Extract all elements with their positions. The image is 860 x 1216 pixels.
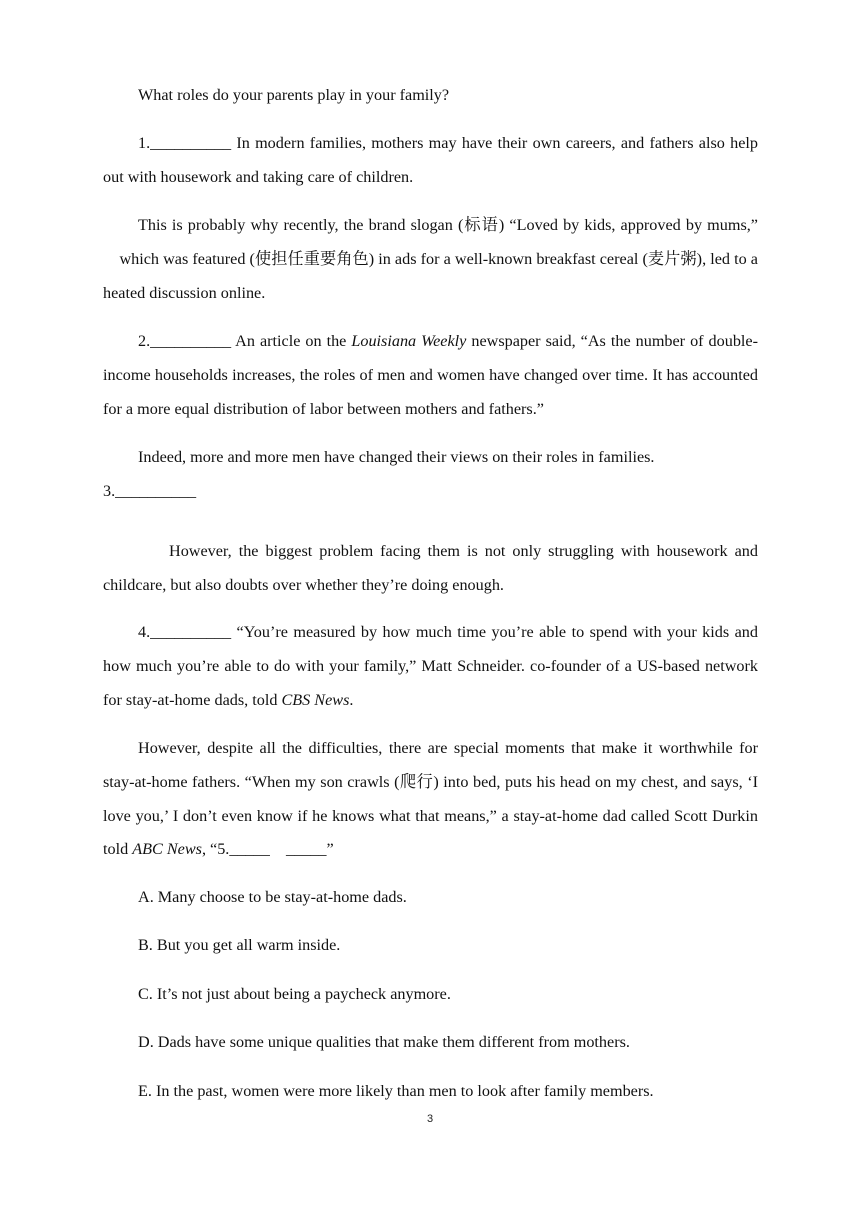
page-number: 3 (426, 1113, 434, 1125)
blank-5-gap (270, 840, 286, 858)
paragraph-4-text: Indeed, more and more men have changed their views on their roles in families. (138, 448, 655, 466)
paragraph-7-text-b: , “5. (201, 840, 230, 859)
paragraph-4 (103, 441, 758, 475)
blank-1[interactable]: 1.__________ (138, 134, 232, 152)
paragraph-2-gap (103, 250, 119, 268)
paragraph-6-text-a: “You’re measured by how much time you’re able to spend with your kids and how much you’re able to do with your family,” Matt Schneider. co-founder of a US-based network for stay-at-home dads, told (103, 623, 758, 709)
paragraph-3-text-b: newspaper said, “As the number of double-income households increases, the roles of men and women have changed over time. It has accounted for a more equal distribution of labor between mothers and fathers.” (103, 332, 759, 418)
blank-5b[interactable]: _____ (286, 840, 327, 859)
newspaper-name: Louisiana Weekly (351, 332, 467, 350)
blank-2[interactable]: 2.__________ (138, 332, 232, 350)
paragraph-5: However, the biggest problem facing them is not only struggling with housework and childcare, but also doubts over whether they’re doing enough. (103, 542, 758, 594)
blank-3[interactable]: 3.__________ (103, 482, 197, 500)
cbs-news-name: CBS News (281, 690, 350, 709)
paragraph-1 (103, 127, 758, 195)
option-d: D. Dads have some unique qualities that make them different from mothers. (138, 1033, 630, 1051)
blank-4[interactable]: 4.__________ (138, 623, 232, 641)
paragraph-7-end: ” (326, 840, 334, 859)
paragraph-2-text-a: This is probably why recently, the brand slogan (标语) “Loved by kids, approved by mums,” (138, 216, 758, 234)
blank-5a[interactable]: _____ (229, 840, 270, 859)
paragraph-6-text-b: . (349, 690, 354, 709)
paragraph-4-blank-line (103, 475, 758, 509)
option-e: E. In the past, women were more likely than men to look after family members. (138, 1082, 654, 1100)
paragraph-3-text-a: An article on the (231, 332, 352, 350)
abc-news-name: ABC News (132, 840, 202, 859)
paragraph-1-text: In modern families, mothers may have their own careers, and fathers also help out with housework and taking care of children. (103, 134, 758, 186)
paragraph-2 (103, 209, 758, 310)
question-heading: What roles do your parents play in your family? (138, 86, 450, 104)
paragraph-2-text-b: which was featured (使担任重要角色) in ads for a well-known breakfast cereal (麦片粥), led to a heated discussion online. (103, 249, 758, 302)
paragraph-6 (103, 616, 758, 717)
paragraph-7-text-a: However, despite all the difficulties, there are special moments that make it worthwhile for stay-at-home fathers. “When my son crawls (爬行) into bed, puts his head on my chest, and says, ‘I love you,’ I don’t even know if he knows what that means,” a stay-at-home dad called Scott Durkin told (103, 739, 758, 859)
paragraph-7 (103, 732, 758, 867)
option-a: A. Many choose to be stay-at-home dads. (138, 888, 407, 906)
paragraph-3 (103, 325, 758, 426)
option-b: B. But you get all warm inside. (138, 936, 341, 954)
option-c: C. It’s not just about being a paycheck anymore. (138, 985, 451, 1003)
